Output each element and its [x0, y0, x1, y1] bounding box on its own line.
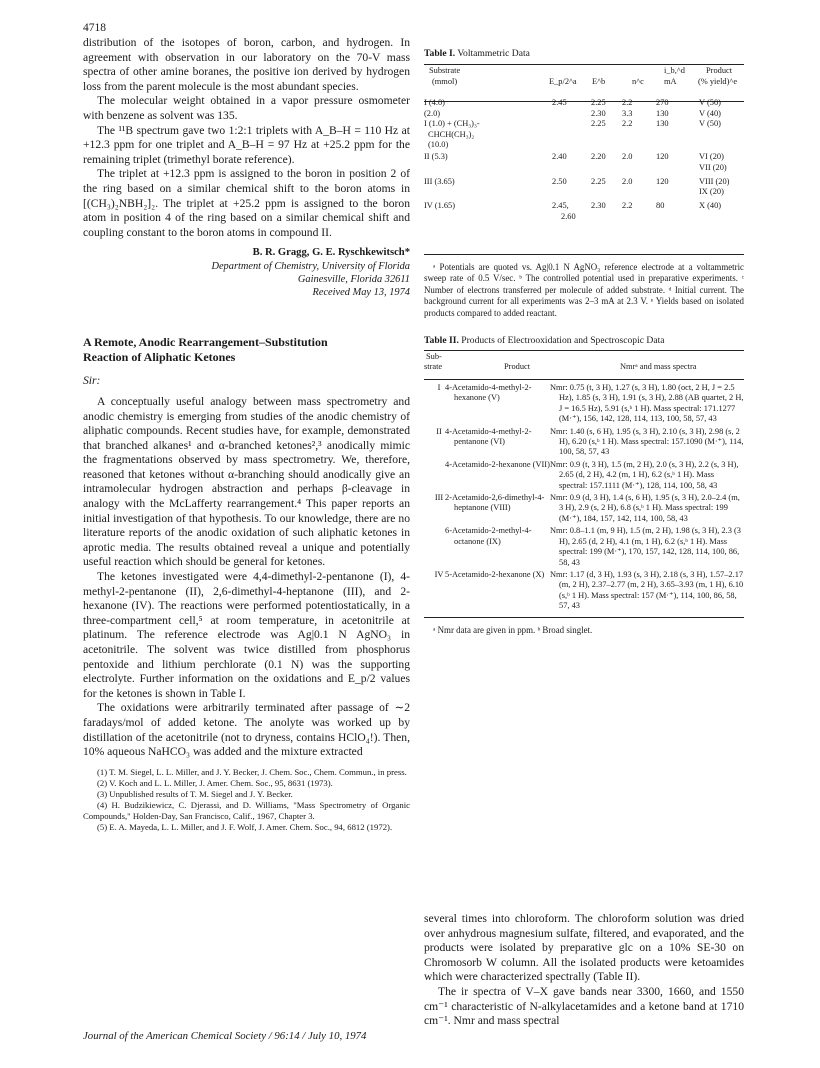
header-substrate-2: strate [424, 362, 443, 371]
table-row [424, 152, 744, 163]
body-paragraph: A conceptually useful analogy between mass spectrometry and anodic chemistry is emerging from studies of the anodic chemistry of aliphatic compounds. Recent studies have, for example, demonstrated that branched alkanes¹ and α-branched ketones²,³ anodically mimic the fragmentations observed by mass spectrometry. We, therefore, reasoned that ketones without α-branching should anodically give an intramolecular hydrogen abstraction and perhaps β-cleavage in analogy with the McLafferty rearrangement.⁴ This paper reports an initial investigation of that hypothesis. To our knowledge, there are no literature reports of the anodic oxidation of such aliphatic ketones in aprotic media. The results obtained reveal a unique and potentially useful reaction which should be general for ketones. [83, 394, 410, 569]
table-row [424, 383, 744, 427]
table-2 [424, 335, 744, 636]
affiliation: Department of Chemistry, University of Florida [211, 261, 410, 273]
table-1 [424, 48, 744, 318]
cell-product: VI (20) [699, 152, 724, 161]
cell-substrate: CHCH(CH₃)₂ [428, 129, 475, 139]
header-product: Product [504, 362, 531, 371]
table-row [424, 163, 744, 177]
table-row [424, 427, 744, 460]
header-i-unit: mA [664, 77, 677, 86]
journal-footer: Journal of the American Chemical Society / 96:14 / July 10, 1974 [83, 1030, 367, 1042]
table-2-title: Products of Electrooxidation and Spectroscopic Data [461, 335, 665, 346]
header-product: Product [706, 66, 733, 75]
cell-product: VII (20) [699, 162, 727, 172]
table-rule [424, 254, 744, 255]
reference-item: (5) E. A. Mayeda, L. L. Miller, and J. F. Wolf, J. Amer. Chem. Soc., 94, 6812 (1972). [97, 821, 393, 832]
table-row [424, 119, 744, 130]
table-1-footnote: ᵃ Potentials are quoted vs. Ag|0.1 N AgNO₃ reference electrode at a voltammetric sweep rate of 0.5 V/sec. ᵇ The controlled potential used in preparative experiments. ᶜ Number of electrons transferred per molecule of added substrate. ᵈ Initial current. The background current for all experiments was 2–3 mA at 2.3 V. ᵉ Yields based on isolated products compared to added reactant. [424, 262, 744, 318]
received-date: Received May 13, 1974 [312, 287, 410, 299]
cell-i: 130 [656, 108, 669, 118]
cell-i: 80 [656, 201, 665, 210]
table-rule [424, 350, 744, 351]
cell-substrate: IV [434, 569, 444, 579]
cell-product: 4-Acetamido-4-methyl-2-hexanone (V) [445, 383, 532, 403]
cell-spectra: Nmr: 0.8–1.1 (m, 9 H), 1.5 (m, 2 H), 1.98 (s, 3 H), 2.3 (3 H), 2.65 (d, 2 H), 4.1 (m, 1 H), 6.2 (s,ᵇ 1 H). Mass spectral: 199 (M·⁺), 170, 157, 142, 128, 114, 100, 86, 58, 43 [550, 526, 741, 567]
header-yield: (% yield)^e [698, 77, 738, 86]
table-2-footnote: ᵃ Nmr data are given in ppm. ᵇ Broad singlet. [433, 624, 593, 635]
header-eb: E^b [592, 77, 606, 86]
cell-ep2: 2.50 [552, 176, 567, 186]
cell-substrate: I [437, 383, 441, 392]
header-substrate: Substrate [429, 66, 461, 75]
cell-i: 130 [656, 119, 669, 128]
intro-paragraph: The molecular weight obtained in a vapor pressure osmometer with benzene as solvent was 135. [83, 94, 410, 122]
cell-substrate: II [436, 426, 442, 436]
table-rule [424, 379, 744, 380]
cell-ep2: 2.45 [552, 98, 567, 107]
table-1-label: Table I. [424, 48, 456, 59]
table-row [424, 493, 744, 526]
cell-n: 2.2 [622, 201, 633, 210]
cell-substrate: III [434, 493, 444, 503]
affiliation-city: Gainesville, Florida 32611 [297, 274, 410, 286]
article-title: A Remote, Anodic Rearrangement–Substitution Reaction of Aliphatic Ketones [83, 335, 328, 364]
table-1-caption [424, 48, 744, 60]
cell-product: 4-Acetamido-4-methyl-2-pentanone (VI) [445, 426, 532, 447]
body-paragraph: The ketones investigated were 4,4-dimethyl-2-pentanone (I), 4-methyl-2-pentanone (II), 2,6-dimethyl-4-heptanone (III), and 2-hexanone (IV). The reactions were performed potentiostatically, in a three-compartment cell,⁵ at room temperature, in acetonitrile at platinum. The reference electrode was Ag|0.1 N AgNO₃ in acetonitrile. The solvent was twice distilled from phosphorus pentoxide and lithium perchlorate (0.1 N) was the supporting electrolyte. Further information on the oxidations and E_p/2 values for the ketones is shown in Table I. [83, 570, 410, 700]
right-column-text [424, 912, 744, 1029]
cell-i: 120 [656, 152, 669, 161]
table-rule [424, 617, 744, 618]
table-row [424, 130, 744, 141]
table-row [424, 526, 744, 570]
cell-ep2: 2.45, [552, 201, 569, 210]
cell-i: 270 [656, 98, 669, 107]
header-mmol: (mmol) [432, 77, 458, 86]
cell-eb: 2.20 [591, 152, 606, 161]
cell-eb: 2.25 [591, 98, 606, 107]
body-paragraph: The oxidations were arbitrarily terminated after passage of ∼2 faradays/mol of added ketone. The anolyte was worked up by distillation of the acetonitrile (not to dryness, contains HClO₄!). Then, 10% aqueous NaHCO₃ was added and the mixture extracted [83, 701, 410, 759]
reference-item: (2) V. Koch and L. L. Miller, J. Amer. Chem. Soc., 95, 8631 (1973). [97, 777, 333, 788]
reference-item: (4) H. Budzikiewicz, C. Djerassi, and D. Williams, "Mass Spectrometry of Organic Compounds," Holden-Day, San Francisco, Calif., 1967, Chapter 3. [83, 799, 410, 821]
cell-n: 3.3 [622, 108, 633, 118]
cell-product: 4-Acetamido-2-hexanone (VII) [445, 459, 550, 469]
cell-eb: 2.30 [591, 108, 606, 118]
table-row [424, 187, 744, 201]
table-row [424, 98, 744, 109]
cell-spectra: Nmr: 0.9 (d, 3 H), 1.4 (s, 6 H), 1.95 (s, 3 H), 2.0–2.4 (m, 3 H), 2.9 (s, 2 H), 6.8 (s,ᵇ 1 H). Mass spectral: 199 (M·⁺), 184, 157, 142, 114, 100, 58, 43 [550, 493, 740, 523]
header-ep2: E_p/2^a [549, 77, 577, 86]
cell-product: X (40) [699, 201, 722, 210]
cell-eb: 2.25 [591, 176, 606, 186]
table-1-title: Voltammetric Data [457, 48, 530, 59]
cell-product: 5-Acetamido-2-hexanone (X) [445, 569, 545, 579]
table-row [424, 140, 744, 152]
cell-substrate: III (3.65) [424, 176, 455, 186]
cell-substrate: I (4.0) [424, 98, 445, 107]
authors: B. R. Gragg, G. E. Ryschkewitsch* [252, 247, 410, 259]
cell-substrate: (2.0) [424, 108, 441, 118]
cell-n: 2.0 [622, 152, 633, 161]
intro-paragraph: The triplet at +12.3 ppm is assigned to the boron in position 2 of the ring based on a similar chemical shift to the boron atoms in [(CH₃)₂NBH₂]₂. The triplet at +25.2 ppm is assigned to the boron atom in position 4 of the ring based on a similar chemical shift and coupling constant to the boron atoms in compound II. [83, 167, 410, 239]
cell-substrate: IV (1.65) [424, 201, 456, 210]
header-nmr: Nmrᵃ and mass spectra [620, 362, 697, 371]
left-column [83, 36, 410, 833]
author-block [83, 245, 410, 299]
table-2-label: Table II. [424, 335, 459, 346]
cell-i: 120 [656, 176, 669, 186]
table-rule [424, 64, 744, 65]
cell-product: 6-Acetamido-2-methyl-4-octanone (IX) [445, 526, 532, 546]
table-row [424, 177, 744, 188]
cell-substrate: I (1.0) + (CH₃)₃- [424, 119, 480, 128]
salutation: Sir: [83, 374, 101, 388]
cell-eb: 2.30 [591, 201, 606, 210]
cell-product: V (40) [699, 108, 721, 118]
header-substrate: Sub- [426, 352, 442, 361]
cell-ep2: 2.40 [552, 152, 567, 161]
table-row [424, 570, 744, 614]
table-2-body [424, 383, 744, 614]
references [83, 767, 410, 833]
table-2-caption [424, 335, 744, 347]
cell-product: VIII (20) [699, 176, 730, 186]
header-i: i_b,^d [664, 66, 685, 75]
table-2-header [424, 352, 744, 378]
cell-ep2: 2.60 [561, 211, 576, 221]
header-n: n^c [632, 77, 644, 86]
body-paragraph: The ir spectra of V–X gave bands near 3300, 1660, and 1550 cm⁻¹ characteristic of N-alkylacetamides and a ketone band at 1710 cm⁻¹. Nmr and mass spectral [424, 984, 744, 1028]
cell-n: 2.0 [622, 176, 633, 186]
reference-item: (3) Unpublished results of T. M. Siegel and J. Y. Becker. [97, 788, 293, 799]
table-row [424, 212, 744, 224]
cell-eb: 2.25 [591, 119, 606, 128]
cell-spectra: Nmr: 0.9 (t, 3 H), 1.5 (m, 2 H), 2.0 (s, 3 H), 2.2 (s, 3 H), 2.65 (d, 2 H), 4.2 (m, 1 H), 6.2 (s,ᵇ 1 H). Mass spectral: 157.1111 (M·⁺), 128, 114, 100, 58, 43 [550, 459, 739, 490]
table-1-body [424, 98, 744, 224]
cell-product: V (50) [699, 119, 721, 128]
cell-substrate: (10.0) [428, 140, 449, 149]
table-row [424, 109, 744, 120]
body-paragraph: several times into chloroform. The chloroform solution was dried over anhydrous magnesium sulfate, filtered, and evaporated, and the products were isolated by preparative glc on a 10% SE-30 on Chromosorb W column. All the isolated products were ketoamides which were characterized spectrally (Table II). [424, 912, 744, 984]
cell-spectra: Nmr: 1.40 (s, 6 H), 1.95 (s, 3 H), 2.10 (s, 3 H), 2.98 (s, 2 H), 6.20 (s,ᵇ 1 H). Mass spectral: 157.1090 (M·⁺), 114, 100, 58, 57, 43 [550, 426, 744, 457]
cell-spectra: Nmr: 1.17 (d, 3 H), 1.93 (s, 3 H), 2.18 (s, 3 H), 1.57–2.17 (m, 2 H), 2.37–2.77 (m, 2 H), 3.65–3.93 (m, 1 H), 6.10 (s,ᵇ 1 H). Mass spectral: 157 (M·⁺), 114, 100, 86, 58, 57, 43 [550, 569, 744, 611]
cell-product: 2-Acetamido-2,6-dimethyl-4-heptanone (VIII) [445, 493, 545, 513]
cell-n: 2.2 [622, 119, 633, 128]
cell-product: V (50) [699, 98, 721, 107]
table-row [424, 201, 744, 212]
intro-paragraph: distribution of the isotopes of boron, carbon, and hydrogen. In agreement with observation in our laboratory on the 70-V mass spectra of other amine boranes, the positive ion derived by hydrogen loss from the parent molecule is the most abundant species. [83, 36, 410, 93]
table-1-header [424, 66, 744, 96]
table-row [424, 460, 744, 493]
page-number: 4718 [83, 22, 106, 34]
intro-paragraph: The ¹¹B spectrum gave two 1:2:1 triplets with A_B–H = 110 Hz at +12.3 ppm for one triplet and A_B–H = 97 Hz at +25.2 ppm for the remaining triplet (trimethyl borate reference). [83, 123, 410, 166]
cell-n: 2.2 [622, 98, 633, 107]
reference-item: (1) T. M. Siegel, L. L. Miller, and J. Y. Becker, J. Chem. Soc., Chem. Commun., in press. [97, 766, 407, 777]
cell-product: IX (20) [699, 187, 724, 196]
cell-spectra: Nmr: 0.75 (t, 3 H), 1.27 (s, 3 H), 1.80 (oct, 2 H, J = 2.5 Hz), 1.85 (s, 3 H), 1.91 (s, 3 H), 2.88 (AB quartet, 2 H, J = 16.5 Hz), 5.91 (s,ᵇ 1 H). Mass spectral: 171.1277 (M·⁺), 156, 142, 128, 114, 113, 100, 58, 57, 43 [550, 383, 744, 424]
cell-substrate: II (5.3) [424, 152, 448, 161]
